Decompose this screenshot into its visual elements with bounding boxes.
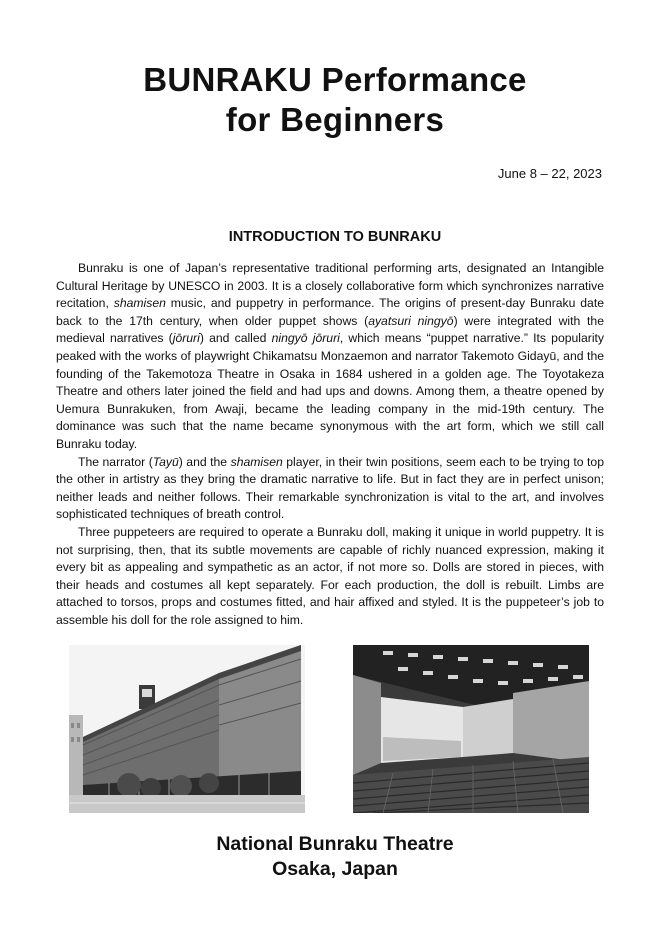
paragraph-2: The narrator (Tayū) and the shamisen player, in their twin positions, seem each to be trying to top the other in artistry as they bring the dramatic narrative to life. But in fact they are in perfect unison; neither leads and neither follows. Their remarkable synchronization is vital to the art, and involves sophisticated techniques of breath control. — [56, 454, 604, 522]
italic-term: jōruri — [172, 331, 200, 346]
paragraph-3: Three puppeteers are required to operate a Bunraku doll, making it unique in world puppetry. It is not surprising, then, that its subtle movements are capable of richly nuanced expression, making it every bit as appealing and sympathetic as an actor, if not more so. Dolls are stored in pieces, with their heads and costumes all kept separately. For each production, the doll is rebuilt. Limbs are attached to torsos, props and costumes fitted, and hair affixed and styled. It is the puppeteer’s job to assemble his doll for the role assigned to him. — [56, 524, 604, 627]
italic-term: Tayū — [152, 454, 179, 469]
caption-line-1: National Bunraku Theatre — [216, 833, 454, 855]
italic-term: shamisen — [230, 454, 283, 469]
title-line-1: BUNRAKU Performance — [143, 61, 527, 98]
intro-text — [56, 260, 604, 629]
theatre-exterior-photo — [69, 645, 305, 813]
photo-caption — [0, 832, 670, 882]
theatre-interior-photo — [353, 645, 589, 813]
italic-term: shamisen — [113, 296, 166, 311]
italic-term: ayatsuri ningyō — [368, 313, 454, 328]
caption-line-2: Osaka, Japan — [272, 858, 398, 880]
page-title — [0, 60, 670, 140]
paragraph-1: Bunraku is one of Japan’s representative traditional performing arts, designated an Intangible Cultural Heritage by UNESCO in 2003. It is a closely collaborative form which synchronizes narrative recitation, shamisen music, and puppetry in performance. The origins of present-day Bunraku date back to the 17th century, when older puppet shows (ayatsuri ningyō) were integrated with the medieval narratives (jōruri) and called ningyō jōruri, which means “puppet narrative.” Its popularity peaked with the works of playwright Chikamatsu Monzaemon and narrator Takemoto Gidayū, and the founding of the Takemotoza Theatre in Osaka in 1684 ushered in a golden age. The Toyotakeza Theatre and others later joined the field and had ups and downs. Among them, a theatre opened by Uemura Bunrakuken, from Awaji, became the leading company in the mid-19th century. The dominance was such that the name became synonymous with the art form, which we still call Bunraku today. — [56, 261, 605, 451]
event-date: June 8 – 22, 2023 — [497, 166, 602, 181]
italic-term: ningyō jōruri — [271, 331, 340, 346]
section-heading: INTRODUCTION TO BUNRAKU — [228, 229, 442, 245]
title-line-2: for Beginners — [225, 101, 445, 138]
